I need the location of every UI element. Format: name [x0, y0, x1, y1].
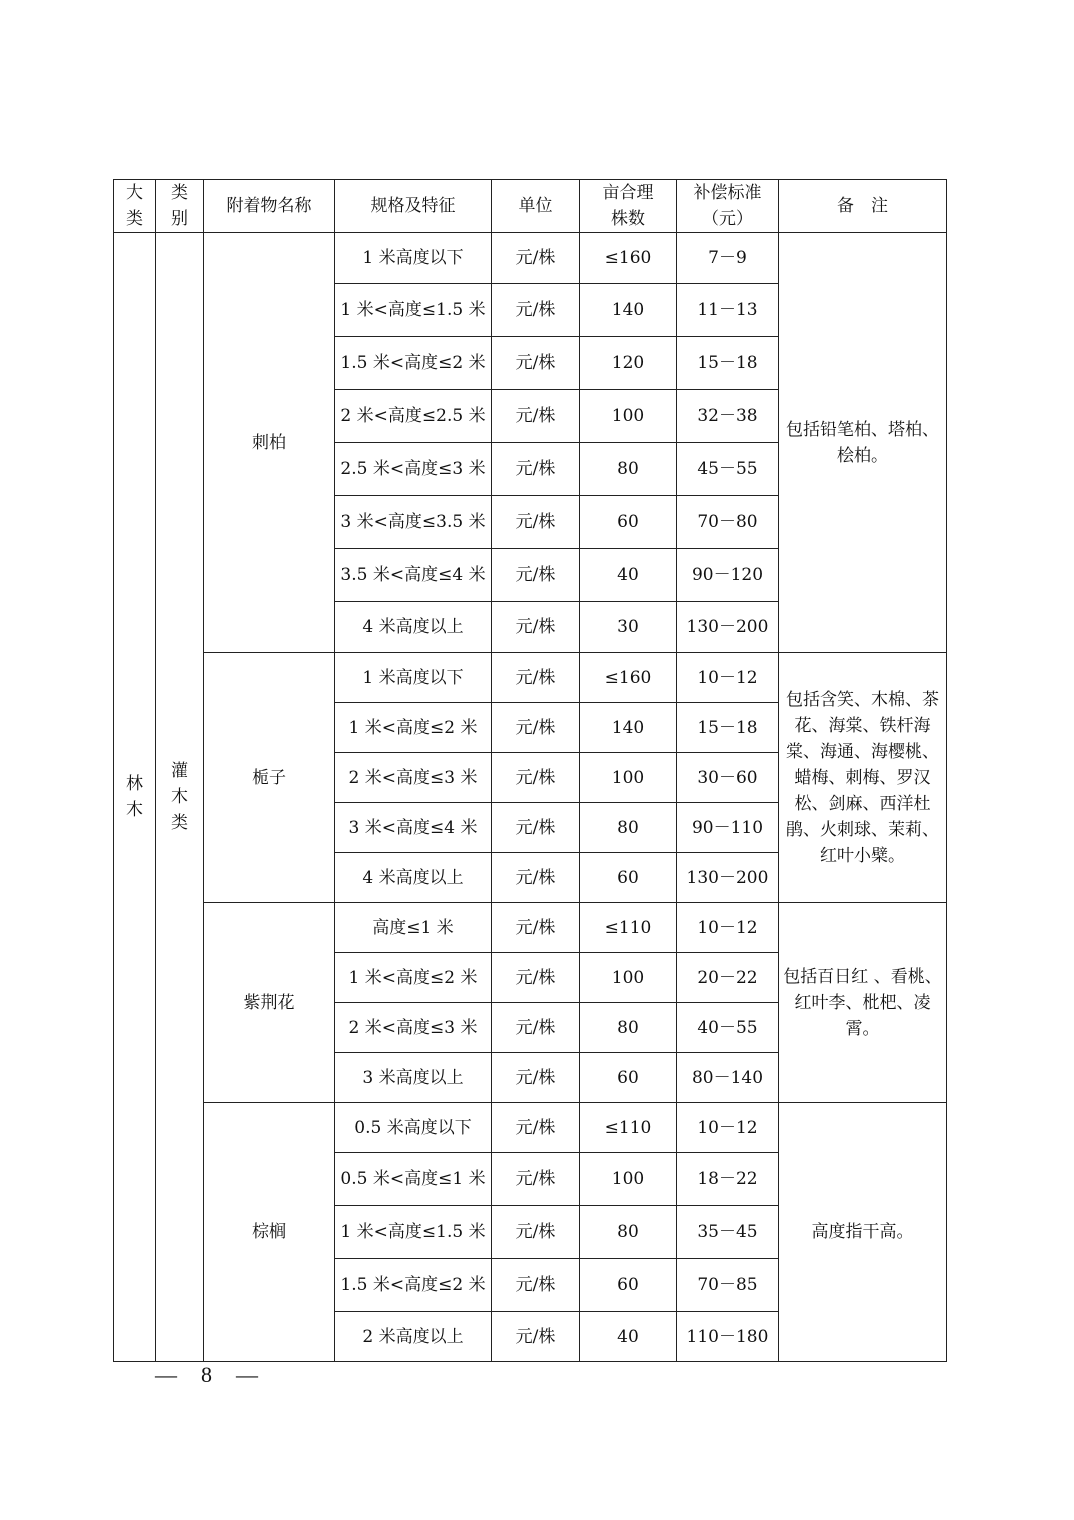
unit-cell: 元/株 — [492, 233, 580, 284]
unit-cell: 元/株 — [492, 1003, 580, 1053]
spec-cell: 3 米高度以上 — [335, 1053, 492, 1103]
spec-cell: 1 米<高度≤1.5 米 — [335, 284, 492, 337]
density-cell: 30 — [580, 602, 677, 653]
unit-cell: 元/株 — [492, 1206, 580, 1259]
spec-cell: 1 米高度以下 — [335, 653, 492, 703]
item-name-cell: 棕榈 — [204, 1103, 335, 1362]
spec-cell: 2.5 米<高度≤3 米 — [335, 443, 492, 496]
header-unit: 单位 — [492, 180, 580, 233]
header-spec: 规格及特征 — [335, 180, 492, 233]
header-category: 类 别 — [156, 180, 204, 233]
spec-cell: 0.5 米<高度≤1 米 — [335, 1153, 492, 1206]
item-name-cell: 紫荆花 — [204, 903, 335, 1103]
standard-cell: 110－180 — [677, 1312, 779, 1362]
note-cell: 高度指干高。 — [779, 1103, 947, 1362]
standard-cell: 90－120 — [677, 549, 779, 602]
unit-cell: 元/株 — [492, 1312, 580, 1362]
standard-cell: 15－18 — [677, 703, 779, 753]
density-cell: ≤110 — [580, 903, 677, 953]
spec-cell: 4 米高度以上 — [335, 602, 492, 653]
density-cell: 100 — [580, 1153, 677, 1206]
major-class-cell: 林 木 — [114, 233, 156, 1362]
density-cell: 60 — [580, 1053, 677, 1103]
standard-cell: 70－80 — [677, 496, 779, 549]
unit-cell: 元/株 — [492, 853, 580, 903]
header-standard: 补偿标准 （元） — [677, 180, 779, 233]
spec-cell: 2 米高度以上 — [335, 1312, 492, 1362]
density-cell: 100 — [580, 953, 677, 1003]
unit-cell: 元/株 — [492, 496, 580, 549]
note-cell: 包括铅笔柏、塔柏、桧柏。 — [779, 233, 947, 653]
spec-cell: 3 米<高度≤4 米 — [335, 803, 492, 853]
unit-cell: 元/株 — [492, 549, 580, 602]
standard-cell: 35－45 — [677, 1206, 779, 1259]
density-cell: 40 — [580, 1312, 677, 1362]
density-cell: ≤160 — [580, 233, 677, 284]
category-cell: 灌 木 类 — [156, 233, 204, 1362]
standard-cell: 90－110 — [677, 803, 779, 853]
spec-cell: 1 米<高度≤1.5 米 — [335, 1206, 492, 1259]
item-name-cell: 刺柏 — [204, 233, 335, 653]
standard-cell: 18－22 — [677, 1153, 779, 1206]
unit-cell: 元/株 — [492, 602, 580, 653]
spec-cell: 2 米<高度≤2.5 米 — [335, 390, 492, 443]
density-cell: 60 — [580, 496, 677, 549]
standard-cell: 30－60 — [677, 753, 779, 803]
unit-cell: 元/株 — [492, 803, 580, 853]
header-name: 附着物名称 — [204, 180, 335, 233]
density-cell: 140 — [580, 703, 677, 753]
spec-cell: 0.5 米高度以下 — [335, 1103, 492, 1153]
density-cell: ≤160 — [580, 653, 677, 703]
density-cell: 100 — [580, 753, 677, 803]
item-name-cell: 栀子 — [204, 653, 335, 903]
density-cell: 60 — [580, 853, 677, 903]
standard-cell: 130－200 — [677, 853, 779, 903]
note-cell: 包括百日红 、看桃、红叶李、枇杷、凌霄。 — [779, 903, 947, 1103]
standard-cell: 10－12 — [677, 653, 779, 703]
unit-cell: 元/株 — [492, 1103, 580, 1153]
standard-cell: 80－140 — [677, 1053, 779, 1103]
standard-cell: 15－18 — [677, 337, 779, 390]
spec-cell: 4 米高度以上 — [335, 853, 492, 903]
unit-cell: 元/株 — [492, 653, 580, 703]
spec-cell: 3.5 米<高度≤4 米 — [335, 549, 492, 602]
standard-cell: 32－38 — [677, 390, 779, 443]
table-row — [114, 653, 947, 703]
standard-cell: 70－85 — [677, 1259, 779, 1312]
header-density: 亩合理 株数 — [580, 180, 677, 233]
spec-cell: 1.5 米<高度≤2 米 — [335, 337, 492, 390]
unit-cell: 元/株 — [492, 903, 580, 953]
spec-cell: 2 米<高度≤3 米 — [335, 1003, 492, 1053]
spec-cell: 2 米<高度≤3 米 — [335, 753, 492, 803]
note-cell: 包括含笑、木棉、茶花、海棠、铁杆海棠、海通、海樱桃、蜡梅、刺梅、罗汉松、剑麻、西洋杜鹃、火刺球、茉莉、红叶小檗。 — [779, 653, 947, 903]
spec-cell: 3 米<高度≤3.5 米 — [335, 496, 492, 549]
density-cell: 120 — [580, 337, 677, 390]
density-cell: ≤110 — [580, 1103, 677, 1153]
table-row — [114, 903, 947, 953]
header-major-class: 大 类 — [114, 180, 156, 233]
density-cell: 80 — [580, 1003, 677, 1053]
page-number: — 8 — — [155, 1362, 260, 1387]
standard-cell: 7－9 — [677, 233, 779, 284]
density-cell: 60 — [580, 1259, 677, 1312]
density-cell: 140 — [580, 284, 677, 337]
standard-cell: 130－200 — [677, 602, 779, 653]
unit-cell: 元/株 — [492, 703, 580, 753]
standard-cell: 20－22 — [677, 953, 779, 1003]
spec-cell: 1.5 米<高度≤2 米 — [335, 1259, 492, 1312]
density-cell: 80 — [580, 443, 677, 496]
standard-cell: 10－12 — [677, 1103, 779, 1153]
table-row — [114, 1103, 947, 1153]
unit-cell: 元/株 — [492, 1153, 580, 1206]
unit-cell: 元/株 — [492, 953, 580, 1003]
header-row — [114, 180, 947, 233]
unit-cell: 元/株 — [492, 1053, 580, 1103]
header-note: 备 注 — [779, 180, 947, 233]
unit-cell: 元/株 — [492, 337, 580, 390]
spec-cell: 1 米高度以下 — [335, 233, 492, 284]
unit-cell: 元/株 — [492, 443, 580, 496]
table-row — [114, 233, 947, 284]
density-cell: 100 — [580, 390, 677, 443]
unit-cell: 元/株 — [492, 284, 580, 337]
density-cell: 80 — [580, 803, 677, 853]
standard-cell: 11－13 — [677, 284, 779, 337]
density-cell: 40 — [580, 549, 677, 602]
standard-cell: 45－55 — [677, 443, 779, 496]
unit-cell: 元/株 — [492, 1259, 580, 1312]
density-cell: 80 — [580, 1206, 677, 1259]
unit-cell: 元/株 — [492, 753, 580, 803]
unit-cell: 元/株 — [492, 390, 580, 443]
spec-cell: 1 米<高度≤2 米 — [335, 953, 492, 1003]
standard-cell: 40－55 — [677, 1003, 779, 1053]
compensation-table — [113, 179, 947, 1362]
standard-cell: 10－12 — [677, 903, 779, 953]
spec-cell: 高度≤1 米 — [335, 903, 492, 953]
spec-cell: 1 米<高度≤2 米 — [335, 703, 492, 753]
